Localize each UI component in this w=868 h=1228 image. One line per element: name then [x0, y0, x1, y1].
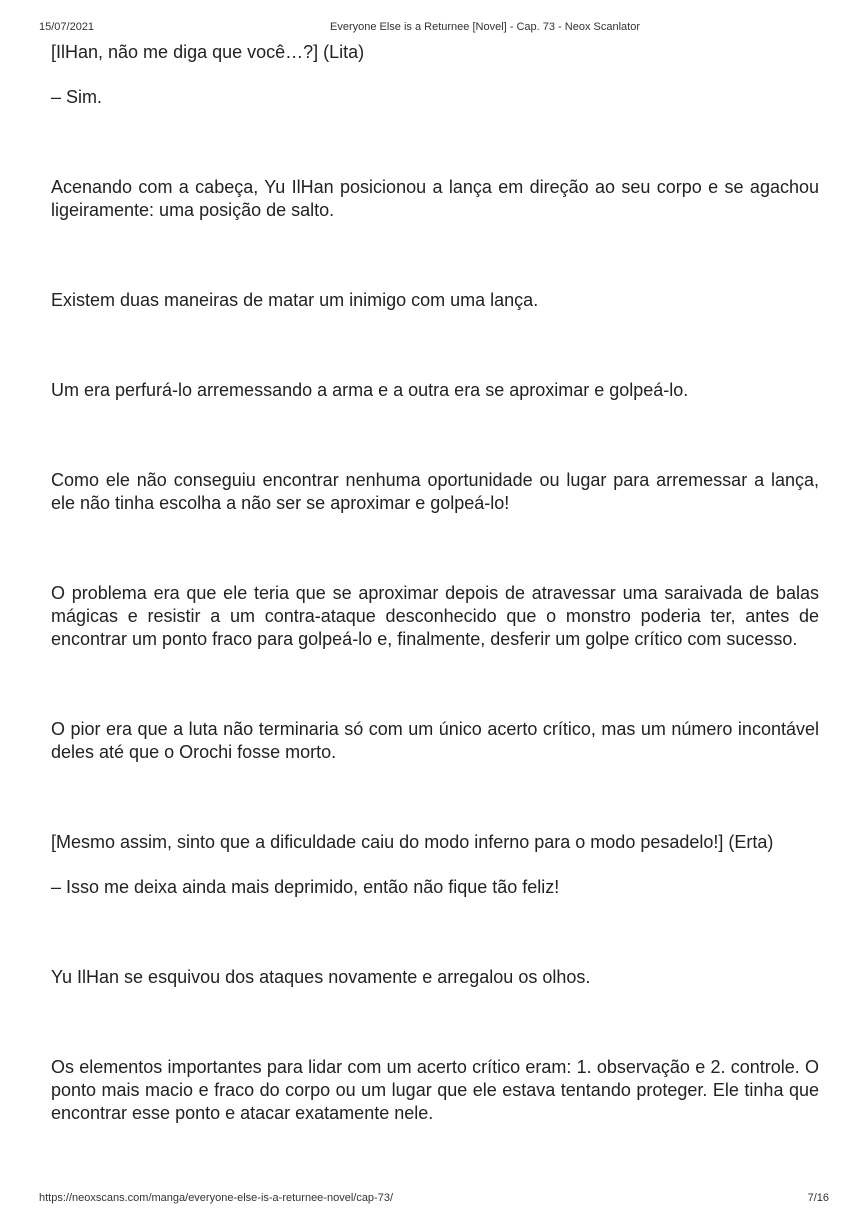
chapter-text	[51, 41, 819, 1125]
paragraph-9: [Mesmo assim, sinto que a dificuldade caiu do modo inferno para o modo pesadelo!] (Erta)	[51, 832, 774, 852]
paragraph-5: Um era perfurá-lo arremessando a arma e a outra era se aproximar e golpeá-lo.	[51, 380, 689, 400]
paragraph-10: – Isso me deixa ainda mais deprimido, então não fique tão feliz!	[51, 877, 560, 897]
paragraph-7: O problema era que ele teria que se aproximar depois de atravessar uma saraivada de balas mágicas e resistir a um contra-ataque desconhecido que o monstro poderia ter, antes de encontrar um ponto fraco para golpeá-lo e, finalmente, desferir um golpe crítico com sucesso.	[51, 583, 819, 649]
page-number: 7/16	[807, 1192, 829, 1204]
page-url: https://neoxscans.com/manga/everyone-else-is-a-returnee-novel/cap-73/	[39, 1192, 394, 1204]
paragraph-2: – Sim.	[51, 87, 103, 107]
print-date: 15/07/2021	[39, 21, 95, 33]
paragraph-1: [IlHan, não me diga que você…?] (Lita)	[51, 42, 365, 62]
paragraph-4: Existem duas maneiras de matar um inimigo com uma lança.	[51, 290, 539, 310]
page-header-title: Everyone Else is a Returnee [Novel] - Cap. 73 - Neox Scanlator	[330, 21, 640, 33]
paragraph-3: Acenando com a cabeça, Yu IlHan posicionou a lança em direção ao seu corpo e se agachou ligeiramente: uma posição de salto.	[51, 177, 819, 220]
paragraph-6: Como ele não conseguiu encontrar nenhuma oportunidade ou lugar para arremessar a lança, ele não tinha escolha a não ser se aproximar e golpeá-lo!	[51, 470, 819, 513]
paragraph-8: O pior era que a luta não terminaria só com um único acerto crítico, mas um número incontável deles até que o Orochi fosse morto.	[51, 719, 819, 762]
paragraph-11: Yu IlHan se esquivou dos ataques novamente e arregalou os olhos.	[51, 967, 591, 987]
paragraph-12: Os elementos importantes para lidar com um acerto crítico eram: 1. observação e 2. controle. O ponto mais macio e fraco do corpo ou um lugar que ele estava tentando proteger. Ele tinha que encontrar esse ponto e atacar exatamente nele.	[51, 1057, 819, 1123]
